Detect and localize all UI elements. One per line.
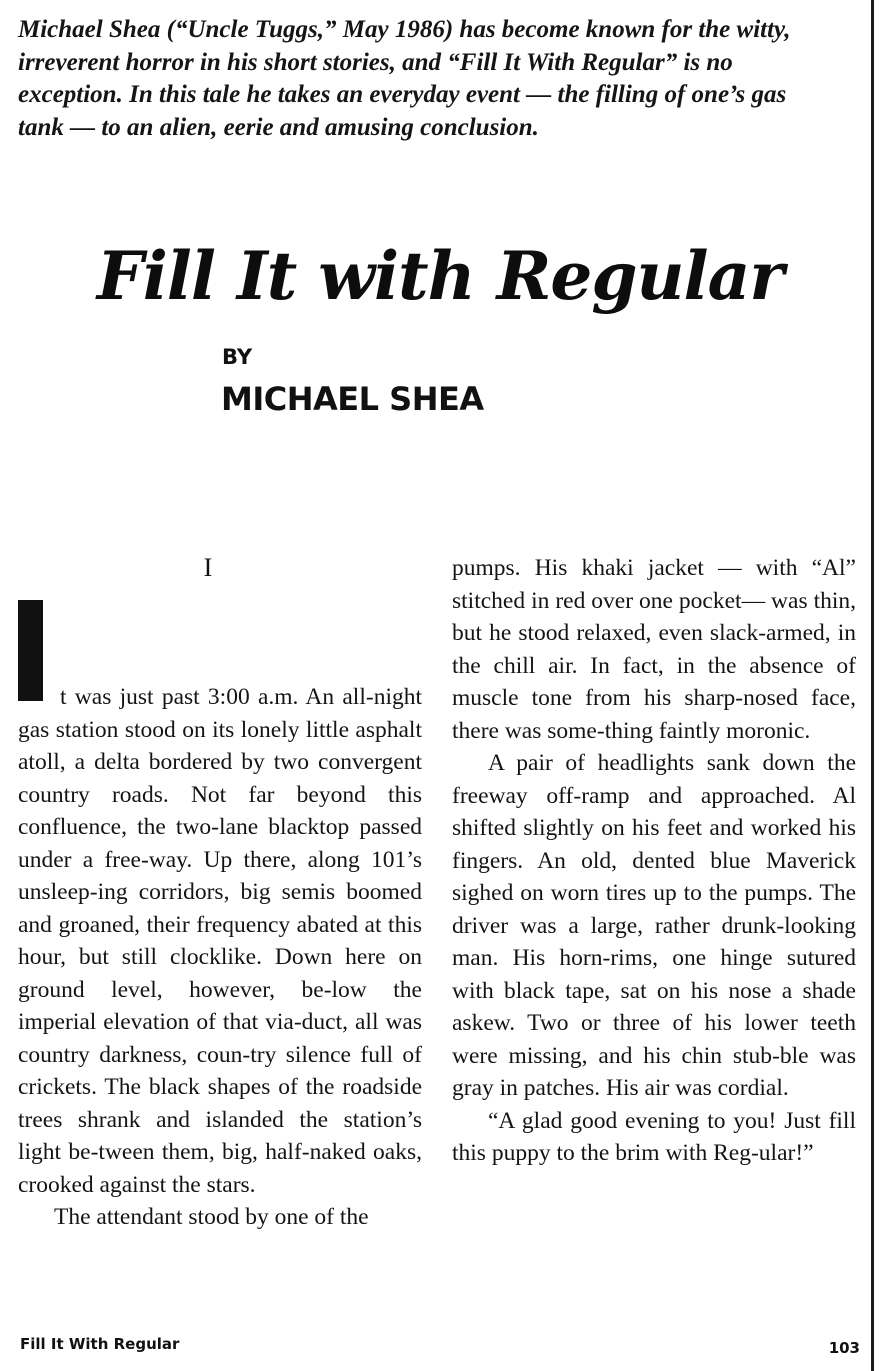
text-column-left	[18, 681, 422, 1234]
paragraph: “A glad good evening to you! Just fill this puppy to the brim with Reg-ular!”	[452, 1107, 856, 1166]
page-number: 103	[828, 1339, 860, 1357]
author-name: MICHAEL SHEA	[221, 380, 484, 418]
page-edge-rule	[871, 0, 874, 1371]
text-column-right	[452, 552, 856, 1170]
paragraph: A pair of headlights sank down the freeway off-ramp and approached. Al shifted slightly on his feet and worked his fingers. An old, dented blue Maverick sighed on worn tires up to the pumps. The driver was a large, rather drunk-looking man. His horn-rims, one hinge sutured with black tape, sat on his nose a shade askew. Two or three of his lower teeth were missing, and his chin stub-ble was gray in patches. His air was cordial.	[452, 750, 856, 1101]
intro-blurb: Michael Shea (“Uncle Tuggs,” May 1986) has become known for the witty, irreverent horror in his short stories, and “Fill It With Regular” is no exception. In this tale he takes an everyday event — the filling of one’s gas tank — to an alien, eerie and amusing conclusion.	[18, 16, 791, 141]
paragraph: pumps. His khaki jacket — with “Al” stitched in red over one pocket— was thin, but he stood relaxed, even slack-armed, in the chill air. In fact, in the absence of muscle tone from his sharp-nosed face, there was some-thing faintly moronic.	[452, 555, 856, 744]
story-title: Fill It with Regular	[96, 237, 784, 315]
section-number: I	[203, 553, 213, 582]
byline-label: BY	[222, 345, 253, 369]
paragraph: The attendant stood by one of the	[54, 1204, 369, 1230]
paragraph: t was just past 3:00 a.m. An all-night gas station stood on its lonely little asphalt atoll, a delta bordered by two convergent country roads. Not far beyond this confluence, the two-lane blacktop passed under a free-way. Up there, along 101’s unsleep-ing corridors, big semis boomed and groaned, their frequency abated at this hour, but still clocklike. Down here on ground level, however, be-low the imperial elevation of that via-duct, all was country darkness, coun-try silence full of crickets. The black shapes of the roadside trees shrank and islanded the station’s light be-tween them, big, half-naked oaks, crooked against the stars.	[18, 684, 422, 1198]
running-footer-title: Fill It With Regular	[20, 1335, 180, 1353]
